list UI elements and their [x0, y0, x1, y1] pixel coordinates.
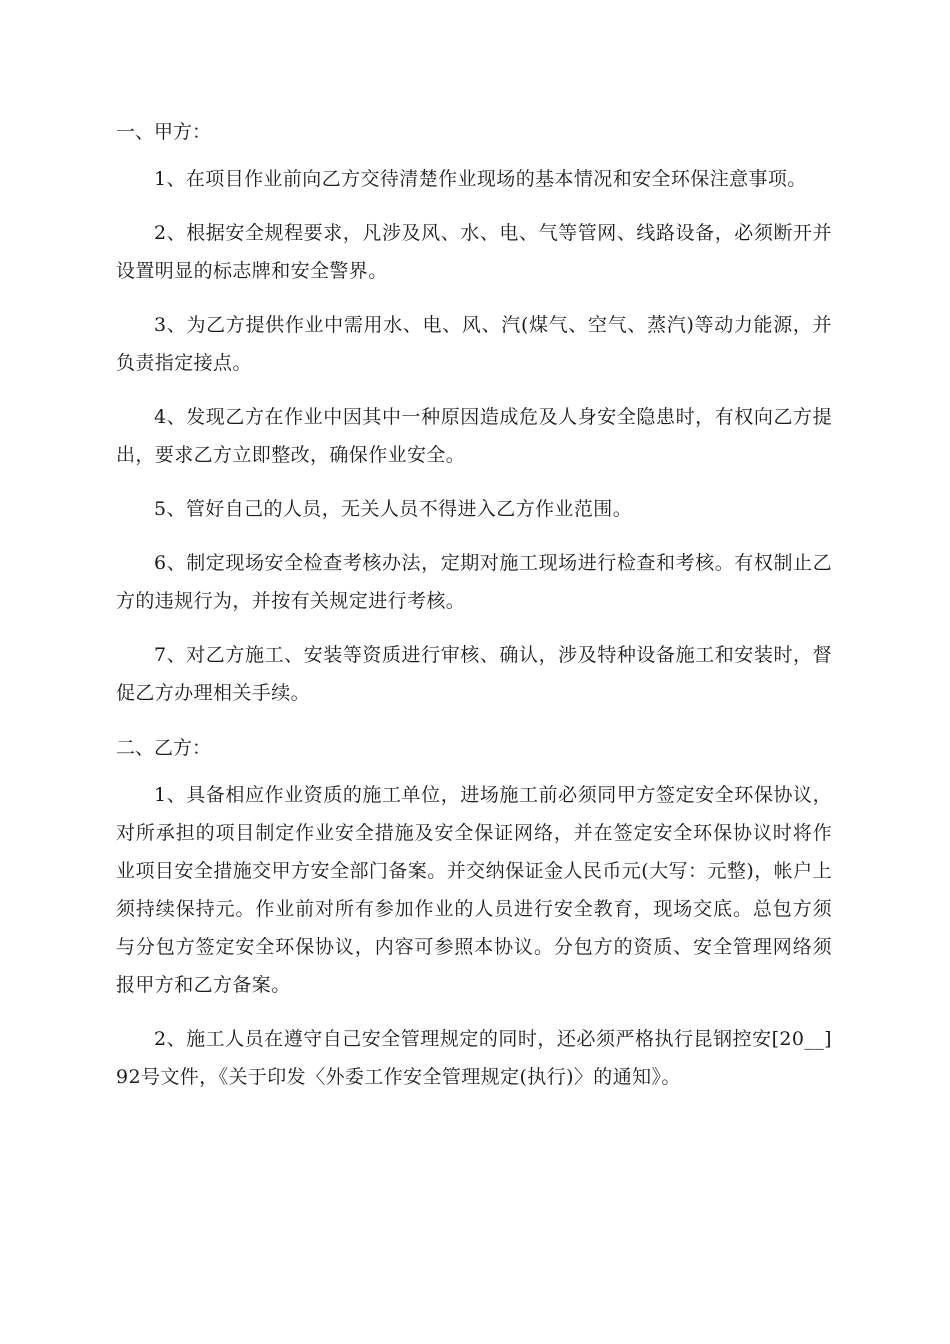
document-page: [116, 112, 832, 1112]
party-a-item-4: 4、发现乙方在作业中因其中一种原因造成危及人身安全隐患时，有权向乙方提出，要求乙方立即整改，确保作业安全。: [116, 406, 832, 466]
party-a-item-5: 5、管好自己的人员，无关人员不得进入乙方作业范围。: [154, 498, 633, 520]
party-a-item-1: 1、在项目作业前向乙方交待清楚作业现场的基本情况和安全环保注意事项。: [154, 168, 807, 190]
party-a-item-7: 7、对乙方施工、安装等资质进行审核、确认，涉及特种设备施工和安装时，督促乙方办理相关手续。: [116, 644, 832, 704]
section-heading-party-a: 一、甲方：: [116, 121, 212, 143]
party-b-item-2: 2、施工人员在遵守自己安全管理规定的同时，还必须严格执行昆钢控安[20__]92号文件，《关于印发〈外委工作安全管理规定(执行)〉的通知》。: [116, 1028, 832, 1088]
party-a-item-6: 6、制定现场安全检查考核办法，定期对施工现场进行检查和考核。有权制止乙方的违规行为，并按有关规定进行考核。: [116, 552, 832, 612]
party-a-item-3: 3、为乙方提供作业中需用水、电、风、汽(煤气、空气、蒸汽)等动力能源，并负责指定接点。: [116, 314, 832, 374]
party-a-item-2: 2、根据安全规程要求，凡涉及风、水、电、气等管网、线路设备，必须断开并设置明显的标志牌和安全警界。: [116, 222, 832, 282]
section-heading-party-b: 二、乙方：: [116, 737, 212, 759]
party-b-item-1: 1、具备相应作业资质的施工单位，进场施工前必须同甲方签定安全环保协议，对所承担的项目制定作业安全措施及安全保证网络，并在签定安全环保协议时将作业项目安全措施交甲方安全部门备案。并交纳保证金人民币元(大写：元整)，帐户上须持续保持元。作业前对所有参加作业的人员进行安全教育，现场交底。总包方须与分包方签定安全环保协议，内容可参照本协议。分包方的资质、安全管理网络须报甲方和乙方备案。: [116, 784, 832, 996]
